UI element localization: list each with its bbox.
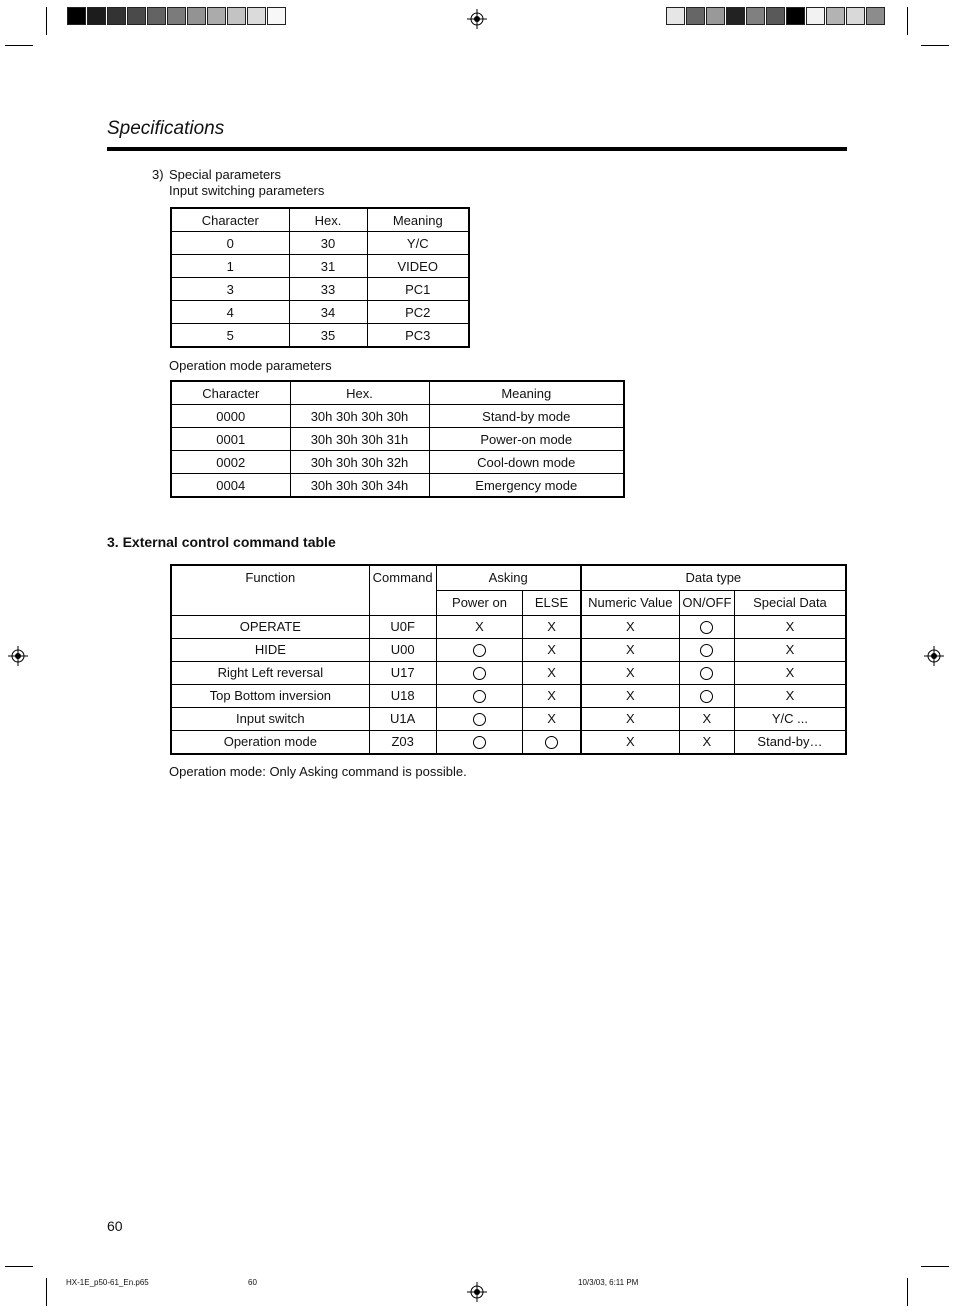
table-cell: HIDE xyxy=(171,638,369,661)
circle-icon xyxy=(473,667,486,680)
subheading-input-switching: Input switching parameters xyxy=(169,183,325,198)
table-cell: 30 xyxy=(289,232,367,255)
table-row xyxy=(171,451,624,474)
table-row xyxy=(171,730,846,754)
table-cell: Z03 xyxy=(369,730,436,754)
table-cell: Emergency mode xyxy=(429,474,624,498)
color-swatch xyxy=(826,7,845,25)
table-cell: X xyxy=(523,661,581,684)
color-swatch xyxy=(167,7,186,25)
table-cell: X xyxy=(581,684,680,707)
input-switching-table xyxy=(170,207,470,348)
table-header-row xyxy=(171,381,624,405)
col-command: Command xyxy=(369,565,436,615)
color-swatch xyxy=(267,7,286,25)
table-row xyxy=(171,474,624,498)
table-cell: 4 xyxy=(171,301,289,324)
operation-mode-table xyxy=(170,380,625,498)
footer-timestamp: 10/3/03, 6:11 PM xyxy=(578,1278,639,1287)
column-subheader: Power on xyxy=(436,590,523,615)
table-cell xyxy=(436,684,523,707)
color-swatch xyxy=(227,7,246,25)
table-cell: X xyxy=(436,615,523,638)
color-swatch xyxy=(746,7,765,25)
color-swatch xyxy=(207,7,226,25)
table-cell xyxy=(679,615,734,638)
circle-icon xyxy=(700,690,713,703)
table-cell: 30h 30h 30h 34h xyxy=(290,474,429,498)
color-swatch xyxy=(187,7,206,25)
circle-icon xyxy=(700,667,713,680)
color-swatch xyxy=(706,7,725,25)
footer-filename: HX-1E_p50-61_En.p65 xyxy=(66,1278,149,1287)
table-cell: Right Left reversal xyxy=(171,661,369,684)
column-header: Character xyxy=(171,381,290,405)
table-cell: X xyxy=(523,615,581,638)
table-cell: 31 xyxy=(289,255,367,278)
table-row xyxy=(171,638,846,661)
color-swatch xyxy=(127,7,146,25)
table-cell: 0000 xyxy=(171,405,290,428)
command-table xyxy=(170,564,847,755)
table-cell: Stand-by… xyxy=(734,730,846,754)
circle-icon xyxy=(473,644,486,657)
table-cell: X xyxy=(523,638,581,661)
table-cell: 3 xyxy=(171,278,289,301)
color-swatch xyxy=(766,7,785,25)
color-swatch xyxy=(786,7,805,25)
table-cell: PC2 xyxy=(367,301,469,324)
table-cell xyxy=(436,707,523,730)
col-asking: Asking xyxy=(436,565,581,590)
page-title: Specifications xyxy=(107,118,225,139)
color-swatch xyxy=(67,7,86,25)
command-table-heading: 3. External control command table xyxy=(107,534,336,550)
color-swatch xyxy=(666,7,685,25)
table-cell: Top Bottom inversion xyxy=(171,684,369,707)
table-cell: Operation mode xyxy=(171,730,369,754)
table-cell: 0001 xyxy=(171,428,290,451)
table-cell xyxy=(679,638,734,661)
table-cell: X xyxy=(581,730,680,754)
column-header: Hex. xyxy=(290,381,429,405)
table-cell: 34 xyxy=(289,301,367,324)
table-row xyxy=(171,661,846,684)
table-cell: 0002 xyxy=(171,451,290,474)
table-cell: X xyxy=(581,707,680,730)
section-heading: Special parameters xyxy=(169,167,281,182)
table-cell: U00 xyxy=(369,638,436,661)
table-row xyxy=(171,255,469,278)
column-subheader: ELSE xyxy=(523,590,581,615)
table-cell xyxy=(679,684,734,707)
table-cell: 5 xyxy=(171,324,289,348)
command-table-note: Operation mode: Only Asking command is possible. xyxy=(169,764,467,779)
table-cell: X xyxy=(734,638,846,661)
table-cell xyxy=(436,661,523,684)
table-row xyxy=(171,232,469,255)
table-cell: 30h 30h 30h 32h xyxy=(290,451,429,474)
table-cell: Y/C ... xyxy=(734,707,846,730)
color-swatch xyxy=(726,7,745,25)
table-cell: U18 xyxy=(369,684,436,707)
table-cell: Y/C xyxy=(367,232,469,255)
table-cell: U0F xyxy=(369,615,436,638)
circle-icon xyxy=(700,644,713,657)
table-cell: U1A xyxy=(369,707,436,730)
registration-mark-icon xyxy=(924,646,944,666)
table-cell: 0004 xyxy=(171,474,290,498)
table-cell: X xyxy=(679,730,734,754)
table-cell: X xyxy=(679,707,734,730)
table-cell xyxy=(436,638,523,661)
circle-icon xyxy=(473,736,486,749)
title-rule xyxy=(107,147,847,151)
table-row xyxy=(171,301,469,324)
table-cell: Cool-down mode xyxy=(429,451,624,474)
table-cell: 30h 30h 30h 30h xyxy=(290,405,429,428)
table-row xyxy=(171,615,846,638)
column-subheader: Numeric Value xyxy=(581,590,680,615)
table-cell: X xyxy=(734,661,846,684)
table-cell: Power-on mode xyxy=(429,428,624,451)
column-header: Hex. xyxy=(289,208,367,232)
color-swatch xyxy=(806,7,825,25)
table-row xyxy=(171,707,846,730)
color-swatch xyxy=(846,7,865,25)
table-cell: X xyxy=(581,638,680,661)
table-cell: 0 xyxy=(171,232,289,255)
table-cell: 1 xyxy=(171,255,289,278)
table-cell: PC3 xyxy=(367,324,469,348)
registration-mark-icon xyxy=(467,1282,487,1302)
registration-mark-icon xyxy=(8,646,28,666)
table-row xyxy=(171,278,469,301)
column-subheader: Special Data xyxy=(734,590,846,615)
table-cell: PC1 xyxy=(367,278,469,301)
table-cell: U17 xyxy=(369,661,436,684)
table-cell: 30h 30h 30h 31h xyxy=(290,428,429,451)
table-cell: X xyxy=(581,615,680,638)
column-header: Character xyxy=(171,208,289,232)
table-cell: 33 xyxy=(289,278,367,301)
column-header: Meaning xyxy=(367,208,469,232)
table-cell: X xyxy=(734,684,846,707)
section-number: 3) xyxy=(152,167,164,182)
column-subheader: ON/OFF xyxy=(679,590,734,615)
circle-icon xyxy=(473,713,486,726)
table-row xyxy=(171,428,624,451)
color-swatch xyxy=(107,7,126,25)
color-swatch xyxy=(247,7,266,25)
table-cell xyxy=(523,730,581,754)
table-cell: OPERATE xyxy=(171,615,369,638)
table-cell: X xyxy=(734,615,846,638)
table-cell xyxy=(679,661,734,684)
table-cell: X xyxy=(523,684,581,707)
registration-mark-icon xyxy=(467,9,487,29)
table-header-row xyxy=(171,208,469,232)
table-cell: X xyxy=(523,707,581,730)
column-header: Meaning xyxy=(429,381,624,405)
table-cell: 35 xyxy=(289,324,367,348)
subheading-operation-mode: Operation mode parameters xyxy=(169,358,332,373)
table-cell: Input switch xyxy=(171,707,369,730)
color-swatch xyxy=(866,7,885,25)
table-row xyxy=(171,324,469,348)
footer-page: 60 xyxy=(248,1278,257,1287)
col-data-type: Data type xyxy=(581,565,846,590)
table-cell: X xyxy=(581,661,680,684)
col-function: Function xyxy=(171,565,369,615)
table-row xyxy=(171,684,846,707)
color-swatch xyxy=(147,7,166,25)
table-cell: VIDEO xyxy=(367,255,469,278)
circle-icon xyxy=(545,736,558,749)
table-cell xyxy=(436,730,523,754)
circle-icon xyxy=(700,621,713,634)
table-row xyxy=(171,405,624,428)
table-cell: Stand-by mode xyxy=(429,405,624,428)
circle-icon xyxy=(473,690,486,703)
color-swatch xyxy=(686,7,705,25)
color-swatch xyxy=(87,7,106,25)
page-number: 60 xyxy=(107,1218,123,1234)
